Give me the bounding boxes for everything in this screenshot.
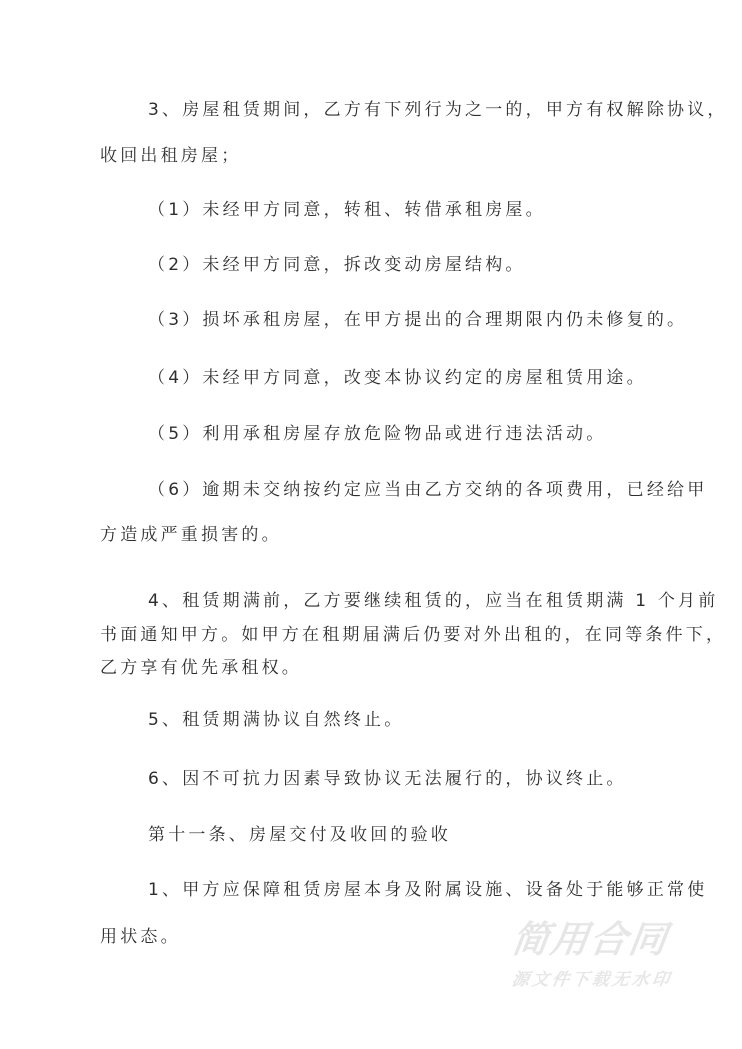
text-line: 6、因不可抗力因素导致协议无法履行的，协议终止。 <box>148 769 627 789</box>
text-line: （4）未经甲方同意，改变本协议约定的房屋租赁用途。 <box>148 368 647 388</box>
text-line: 书面通知甲方。如甲方在租期届满后仍要对外出租的，在同等条件下， <box>100 625 727 645</box>
text-line: 1、甲方应保障租赁房屋本身及附属设施、设备处于能够正常使 <box>148 880 708 900</box>
text-line: 用状态。 <box>100 927 181 947</box>
watermark <box>509 918 712 992</box>
text-line: （1）未经甲方同意，转租、转借承租房屋。 <box>148 200 546 220</box>
text-line: （6）逾期未交纳按约定应当由乙方交纳的各项费用，已经给甲 <box>148 480 708 500</box>
text-line: 方造成严重损害的。 <box>100 525 282 545</box>
text-line: 3、房屋租赁期间，乙方有下列行为之一的，甲方有权解除协议， <box>148 100 728 120</box>
watermark-title: 简用合同 <box>509 918 672 961</box>
text-line: 4、租赁期满前，乙方要继续租赁的，应当在租赁期满 1 个月前 <box>148 591 719 611</box>
text-line: （2）未经甲方同意，拆改变动房屋结构。 <box>148 255 526 275</box>
text-line: 5、租赁期满协议自然终止。 <box>148 710 405 730</box>
text-line: 乙方享有优先承租权。 <box>100 658 302 678</box>
text-line: 收回出租房屋； <box>100 146 242 166</box>
text-line: 第十一条、房屋交付及收回的验收 <box>148 825 451 845</box>
text-line: （3）损坏承租房屋，在甲方提出的合理期限内仍未修复的。 <box>148 310 688 330</box>
watermark-subtitle: 源文件下载无水印 <box>510 970 674 990</box>
text-line: （5）利用承租房屋存放危险物品或进行违法活动。 <box>148 424 607 444</box>
